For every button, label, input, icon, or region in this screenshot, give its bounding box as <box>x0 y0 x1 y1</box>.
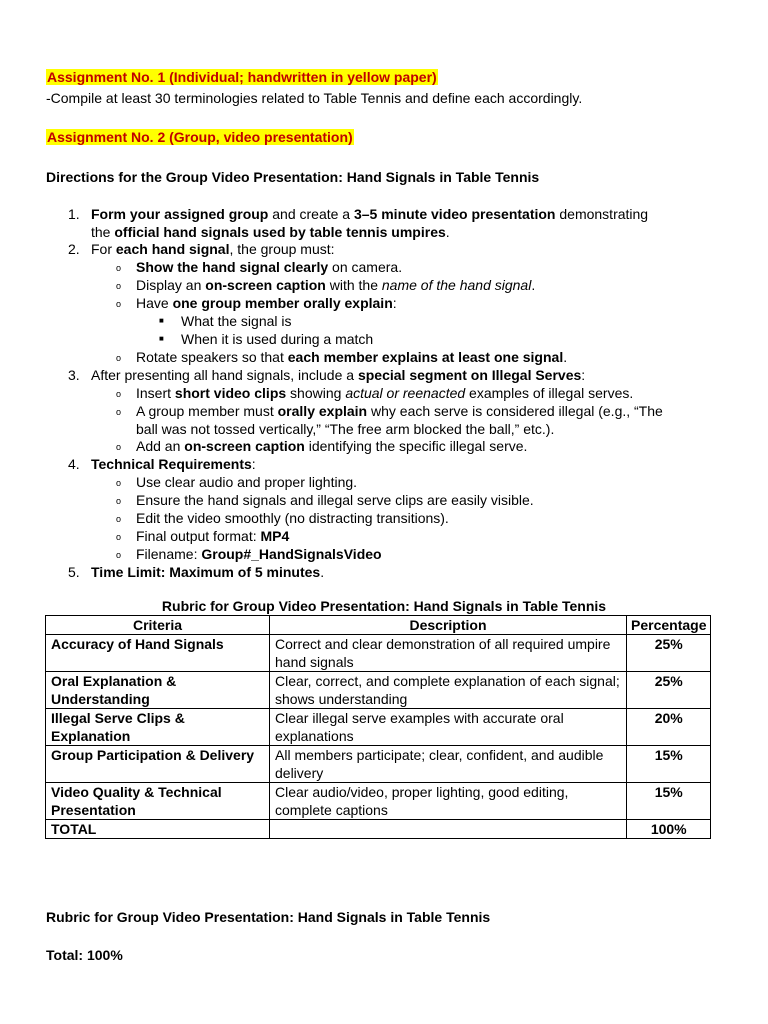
criteria-cell: Group Participation & Delivery <box>46 746 270 783</box>
directions-heading: Directions for the Group Video Presentation: Hand Signals in Table Tennis <box>46 169 540 185</box>
percentage-cell: 20% <box>627 709 711 746</box>
criteria-cell: Accuracy of Hand Signals <box>46 635 270 672</box>
square-bullet-icon: ■ <box>159 316 164 325</box>
step-2-item-d: Rotate speakers so that each member explains at least one signal. <box>136 349 568 365</box>
step-4-item-a: Use clear audio and proper lighting. <box>136 474 358 490</box>
circle-bullet-icon: o <box>116 496 122 506</box>
step-2-line: For each hand signal, the group must: <box>91 241 335 257</box>
table-row <box>46 672 711 709</box>
description-cell: Clear illegal serve examples with accurate oral explanations <box>270 709 627 746</box>
circle-bullet-icon: o <box>116 442 122 452</box>
circle-bullet-icon: o <box>116 299 122 309</box>
description-cell <box>270 820 627 839</box>
footer-rubric-heading: Rubric for Group Video Presentation: Hand Signals in Table Tennis <box>46 909 491 925</box>
percentage-cell: 100% <box>627 820 711 839</box>
step-2-item-c: Have one group member orally explain: <box>136 295 397 311</box>
step-3-item-a: Insert short video clips showing actual or reenacted examples of illegal serves. <box>136 385 634 401</box>
step-4-item-d: Final output format: MP4 <box>136 528 290 544</box>
criteria-cell: TOTAL <box>46 820 270 839</box>
step-4-item-c: Edit the video smoothly (no distracting transitions). <box>136 510 449 526</box>
description-cell: All members participate; clear, confident, and audible delivery <box>270 746 627 783</box>
assignment-1-description: -Compile at least 30 terminologies related to Table Tennis and define each accordingly. <box>46 90 583 106</box>
assignment-2-heading <box>46 128 354 146</box>
table-row <box>46 783 711 820</box>
step-2-sub-item-2: When it is used during a match <box>181 331 374 347</box>
step-4-item-b: Ensure the hand signals and illegal serve clips are easily visible. <box>136 492 534 508</box>
step-3-number: 3. <box>68 367 80 383</box>
circle-bullet-icon: o <box>116 353 122 363</box>
step-4-item-e: Filename: Group#_HandSignalsVideo <box>136 546 382 562</box>
step-5-line: Time Limit: Maximum of 5 minutes. <box>91 564 325 580</box>
table-row <box>46 635 711 672</box>
circle-bullet-icon: o <box>116 550 122 560</box>
step-5-number: 5. <box>68 564 80 580</box>
criteria-cell: Illegal Serve Clips & Explanation <box>46 709 270 746</box>
step-2-item-a: Show the hand signal clearly on camera. <box>136 259 403 275</box>
circle-bullet-icon: o <box>116 281 122 291</box>
percentage-header: Percentage <box>627 616 711 635</box>
assignment-1-title: Assignment No. 1 (Individual; handwritten in yellow paper) <box>47 69 437 85</box>
description-cell: Clear audio/video, proper lighting, good editing, complete captions <box>270 783 627 820</box>
circle-bullet-icon: o <box>116 514 122 524</box>
percentage-cell: 15% <box>627 783 711 820</box>
rubric-title: Rubric for Group Video Presentation: Hand Signals in Table Tennis <box>161 598 607 614</box>
description-cell: Clear, correct, and complete explanation of each signal; shows understanding <box>270 672 627 709</box>
step-4-number: 4. <box>68 456 80 472</box>
table-row <box>46 709 711 746</box>
step-4-line: Technical Requirements: <box>91 456 256 472</box>
table-row <box>46 746 711 783</box>
description-header: Description <box>270 616 627 635</box>
step-3-line: After presenting all hand signals, include a special segment on Illegal Serves: <box>91 367 586 383</box>
percentage-cell: 15% <box>627 746 711 783</box>
footer-total: Total: 100% <box>46 947 123 963</box>
percentage-cell: 25% <box>627 672 711 709</box>
assignment-1-heading <box>46 68 438 86</box>
step-2-number: 2. <box>68 241 80 257</box>
percentage-cell: 25% <box>627 635 711 672</box>
rubric-header-row <box>46 616 711 635</box>
circle-bullet-icon: o <box>116 389 122 399</box>
step-1-line-1: Form your assigned group and create a 3–5 minute video presentation demonstrating <box>91 206 649 222</box>
criteria-cell: Oral Explanation & Understanding <box>46 672 270 709</box>
circle-bullet-icon: o <box>116 478 122 488</box>
step-1-number: 1. <box>68 206 80 222</box>
step-1-line-2: the official hand signals used by table tennis umpires. <box>91 224 450 240</box>
step-2-item-b: Display an on-screen caption with the name of the hand signal. <box>136 277 536 293</box>
circle-bullet-icon: o <box>116 263 122 273</box>
step-3-item-b: A group member must orally explain why each serve is considered illegal (e.g., “The <box>136 403 663 419</box>
step-3-item-c: Add an on-screen caption identifying the specific illegal serve. <box>136 438 528 454</box>
criteria-cell: Video Quality & Technical Presentation <box>46 783 270 820</box>
rubric-table <box>45 615 711 839</box>
assignment-2-title: Assignment No. 2 (Group, video presentation) <box>47 129 353 145</box>
circle-bullet-icon: o <box>116 407 122 417</box>
step-3-item-b-line-2: ball was not tossed vertically,” “The free arm blocked the ball,” etc.). <box>136 421 555 437</box>
criteria-header: Criteria <box>46 616 270 635</box>
step-2-sub-item-1: What the signal is <box>181 313 292 329</box>
table-row-total <box>46 820 711 839</box>
square-bullet-icon: ■ <box>159 334 164 343</box>
description-cell: Correct and clear demonstration of all required umpire hand signals <box>270 635 627 672</box>
circle-bullet-icon: o <box>116 532 122 542</box>
